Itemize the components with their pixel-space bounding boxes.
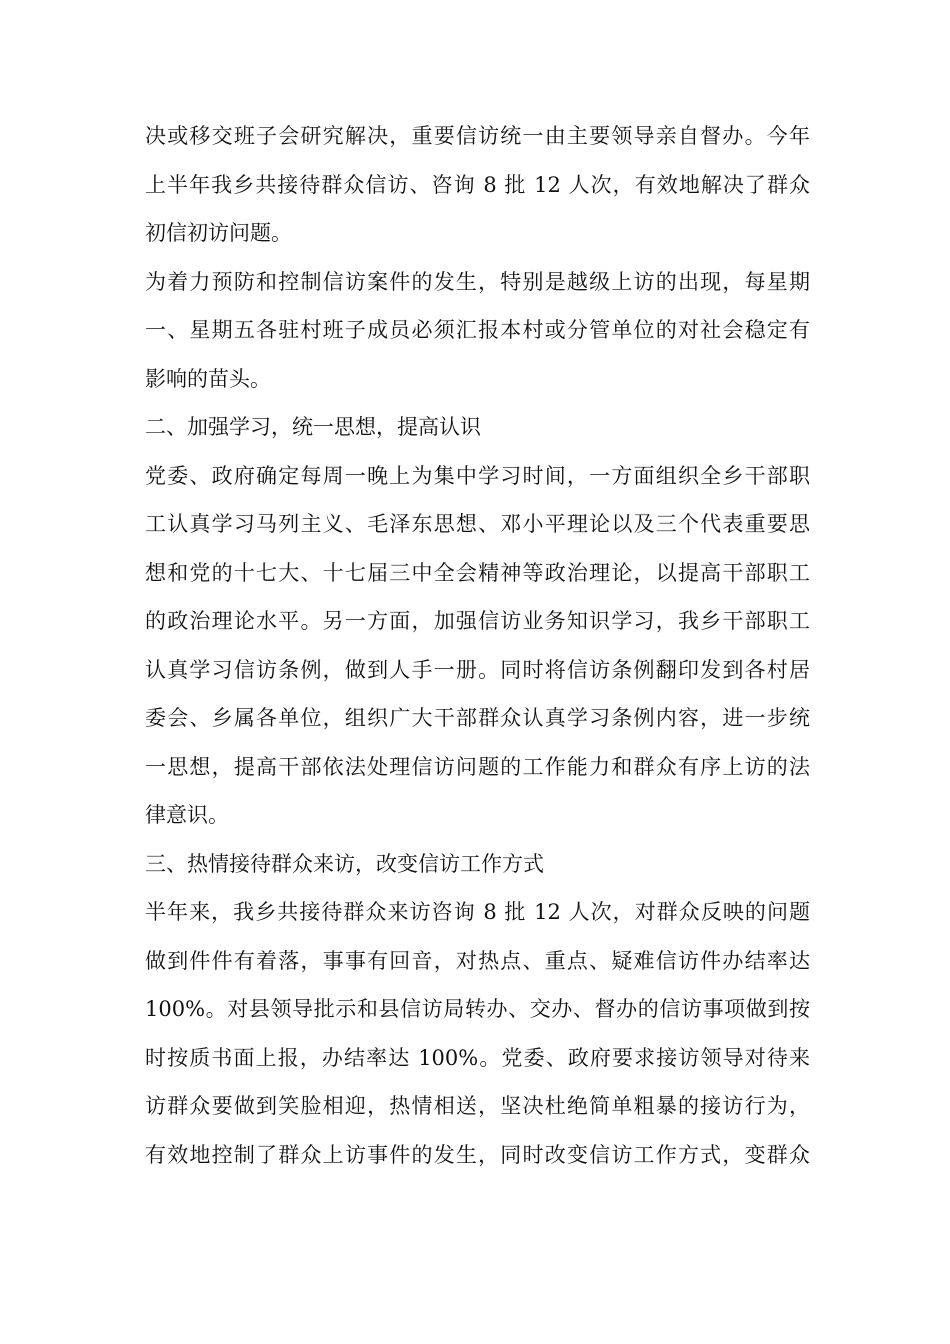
text-line: 律意识。 [145,803,229,827]
section-heading: 三、热情接待群众来访，改变信访工作方式 [145,851,544,876]
text-line: 党委、政府确定每周一晚上为集中学习时间，一方面组织全乡干部职 [145,463,810,488]
text-line: 做到件件有着落，事事有回音，对热点、重点、疑难信访件办结率达 [145,948,810,973]
text-line: 有效地控制了群众上访事件的发生，同时改变信访工作方式，变群众 [145,1142,810,1167]
text-line: 认真学习信访条例，做到人手一册。同时将信访条例翻印发到各村居 [145,657,810,682]
text-line: 100%。对县领导批示和县信访局转办、交办、督办的信访事项做到按 [145,997,810,1021]
text-line: 委会、乡属各单位，组织广大干部群众认真学习条例内容，进一步统 [145,706,810,730]
text-line: 工认真学习马列主义、毛泽东思想、邓小平理论以及三个代表重要思 [145,512,810,536]
text-line: 初信初访问题。 [145,221,292,245]
document-body [145,112,810,1179]
text-line: 一、星期五各驻村班子成员必须汇报本村或分管单位的对社会稳定有 [145,318,810,342]
section-heading: 二、加强学习，统一思想，提高认识 [145,415,481,439]
text-line: 决或移交班子会研究解决，重要信访统一由主要领导亲自督办。今年 [145,124,810,148]
text-line: 时按质书面上报，办结率达 100%。党委、政府要求接访领导对待来 [145,1045,810,1070]
text-line: 为着力预防和控制信访案件的发生，特别是越级上访的出现，每星期 [145,269,810,294]
text-line: 半年来，我乡共接待群众来访咨询 8 批 12 人次，对群众反映的问题 [145,900,810,924]
text-line: 一思想，提高干部依法处理信访问题的工作能力和群众有序上访的法 [145,754,810,779]
text-line: 上半年我乡共接待群众信访、咨询 8 批 12 人次，有效地解决了群众 [145,172,810,197]
text-line: 影响的苗头。 [145,366,271,391]
text-line: 的政治理论水平。另一方面，加强信访业务知识学习，我乡干部职工 [145,609,810,633]
text-line: 访群众要做到笑脸相迎，热情相送，坚决杜绝简单粗暴的接访行为， [145,1094,810,1118]
text-line: 想和党的十七大、十七届三中全会精神等政治理论，以提高干部职工 [145,560,810,585]
